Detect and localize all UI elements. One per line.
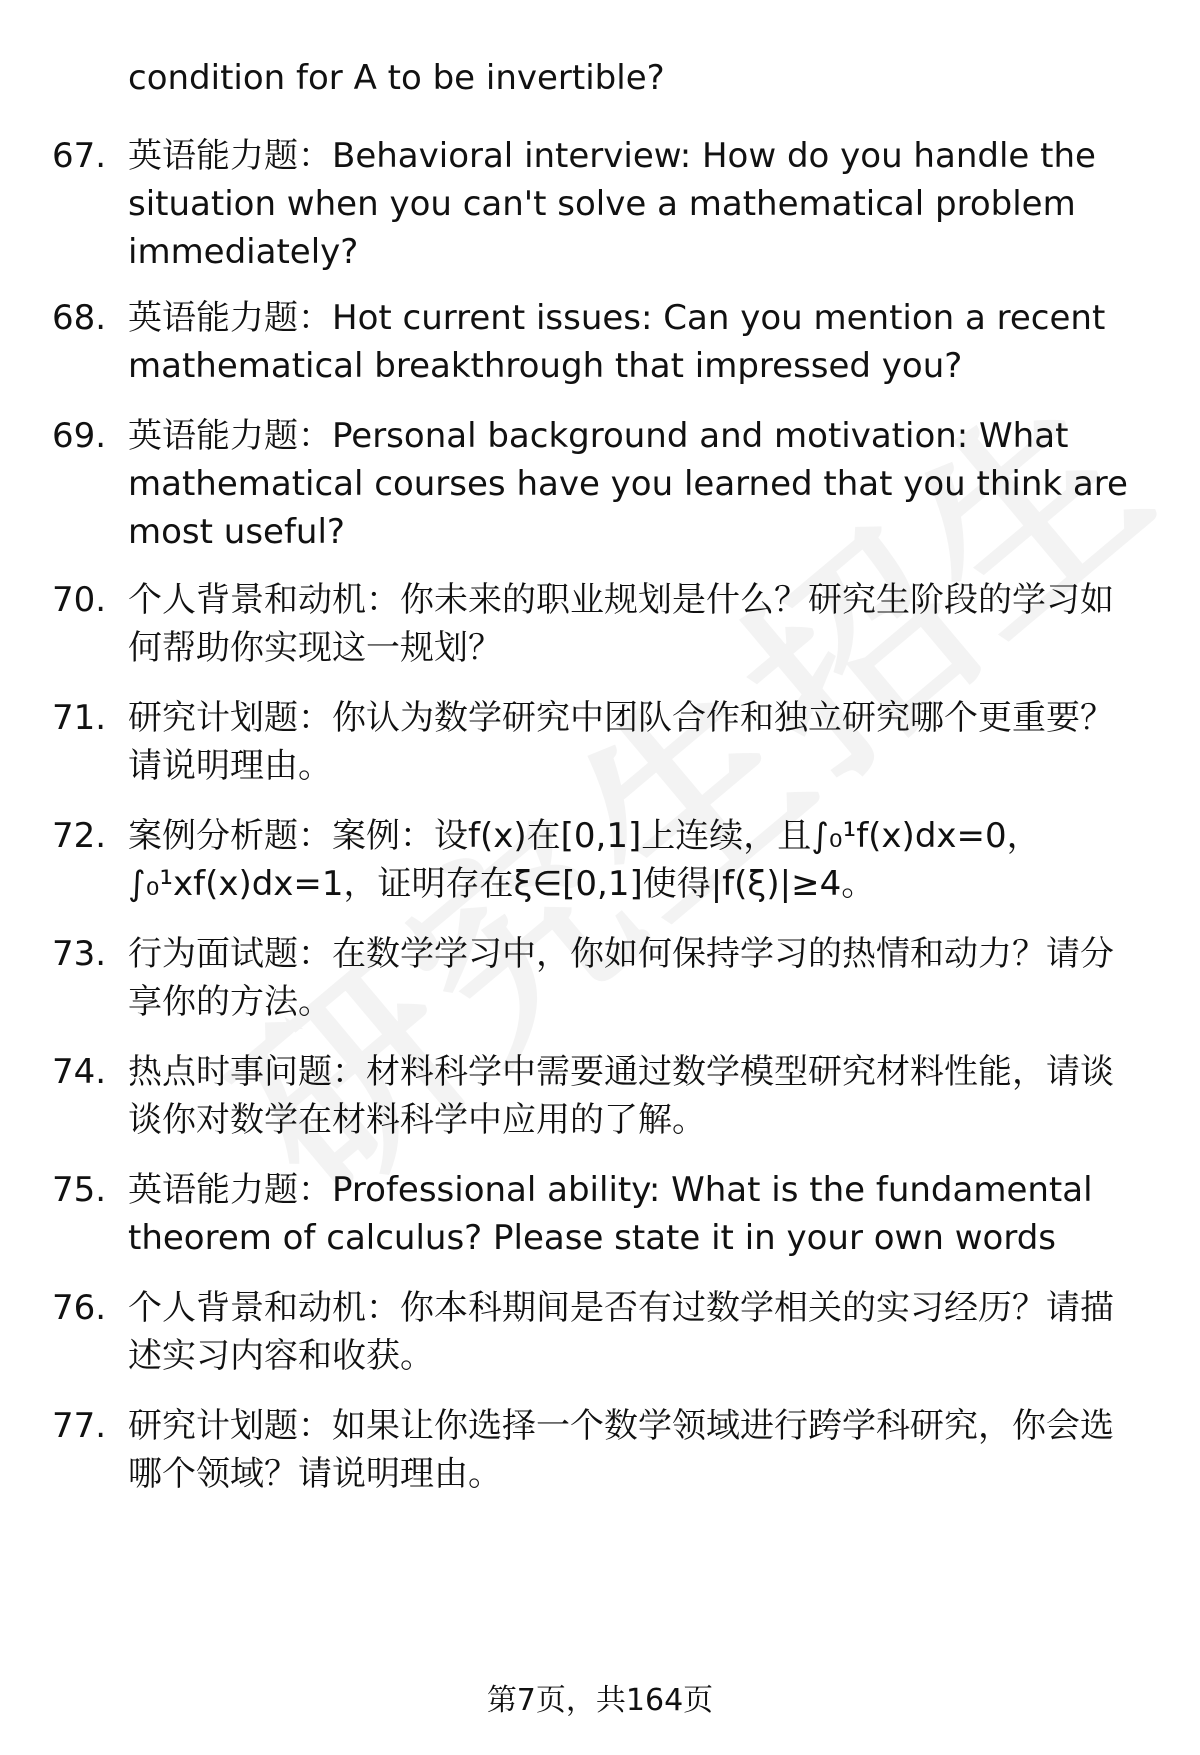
previous-question-continuation: condition for A to be invertible? [128,58,665,98]
question-text: 英语能力题：Professional ability: What is the fundamental theorem of calculus? Please state it in your own words [128,1170,1093,1258]
question-number: 71. [52,698,107,738]
question-number: 77. [52,1406,107,1446]
question-text: 个人背景和动机：你本科期间是否有过数学相关的实习经历？请描述实习内容和收获。 [128,1288,1114,1376]
question-text: 热点时事问题：材料科学中需要通过数学模型研究材料性能，请谈谈你对数学在材料科学中应用的了解。 [128,1052,1114,1140]
question-number: 74. [52,1052,107,1092]
question-number: 72. [52,816,107,856]
question-text: 研究计划题：如果让你选择一个数学领域进行跨学科研究，你会选哪个领域？请说明理由。 [128,1406,1114,1494]
question-number: 67. [52,136,107,176]
question-text: 个人背景和动机：你未来的职业规划是什么？研究生阶段的学习如何帮助你实现这一规划？ [128,580,1114,668]
question-number: 75. [52,1170,107,1210]
question-text: 案例分析题：案例：设f(x)在[0,1]上连续，且∫₀¹f(x)dx=0，∫₀¹xf(x)dx=1，证明存在ξ∈[0,1]使得|f(ξ)|≥4。 [128,816,1041,904]
page-footer: 第7页，共164页 [486,1683,714,1718]
question-number: 76. [52,1288,107,1328]
question-number: 68. [52,298,107,338]
question-text: 行为面试题：在数学学习中，你如何保持学习的热情和动力？请分享你的方法。 [128,934,1114,1022]
question-text: 英语能力题：Hot current issues: Can you mention a recent mathematical breakthrough that impressed you? [128,298,1106,386]
question-number: 73. [52,934,107,974]
question-text: 研究计划题：你认为数学研究中团队合作和独立研究哪个更重要？请说明理由。 [128,698,1114,786]
question-text: 英语能力题：Behavioral interview: How do you handle the situation when you can't solve a mathematical problem immediately? [128,136,1096,272]
question-number: 70. [52,580,107,620]
question-number: 69. [52,416,107,456]
question-text: 英语能力题：Personal background and motivation: What mathematical courses have you learned that you think are most useful? [128,416,1128,552]
